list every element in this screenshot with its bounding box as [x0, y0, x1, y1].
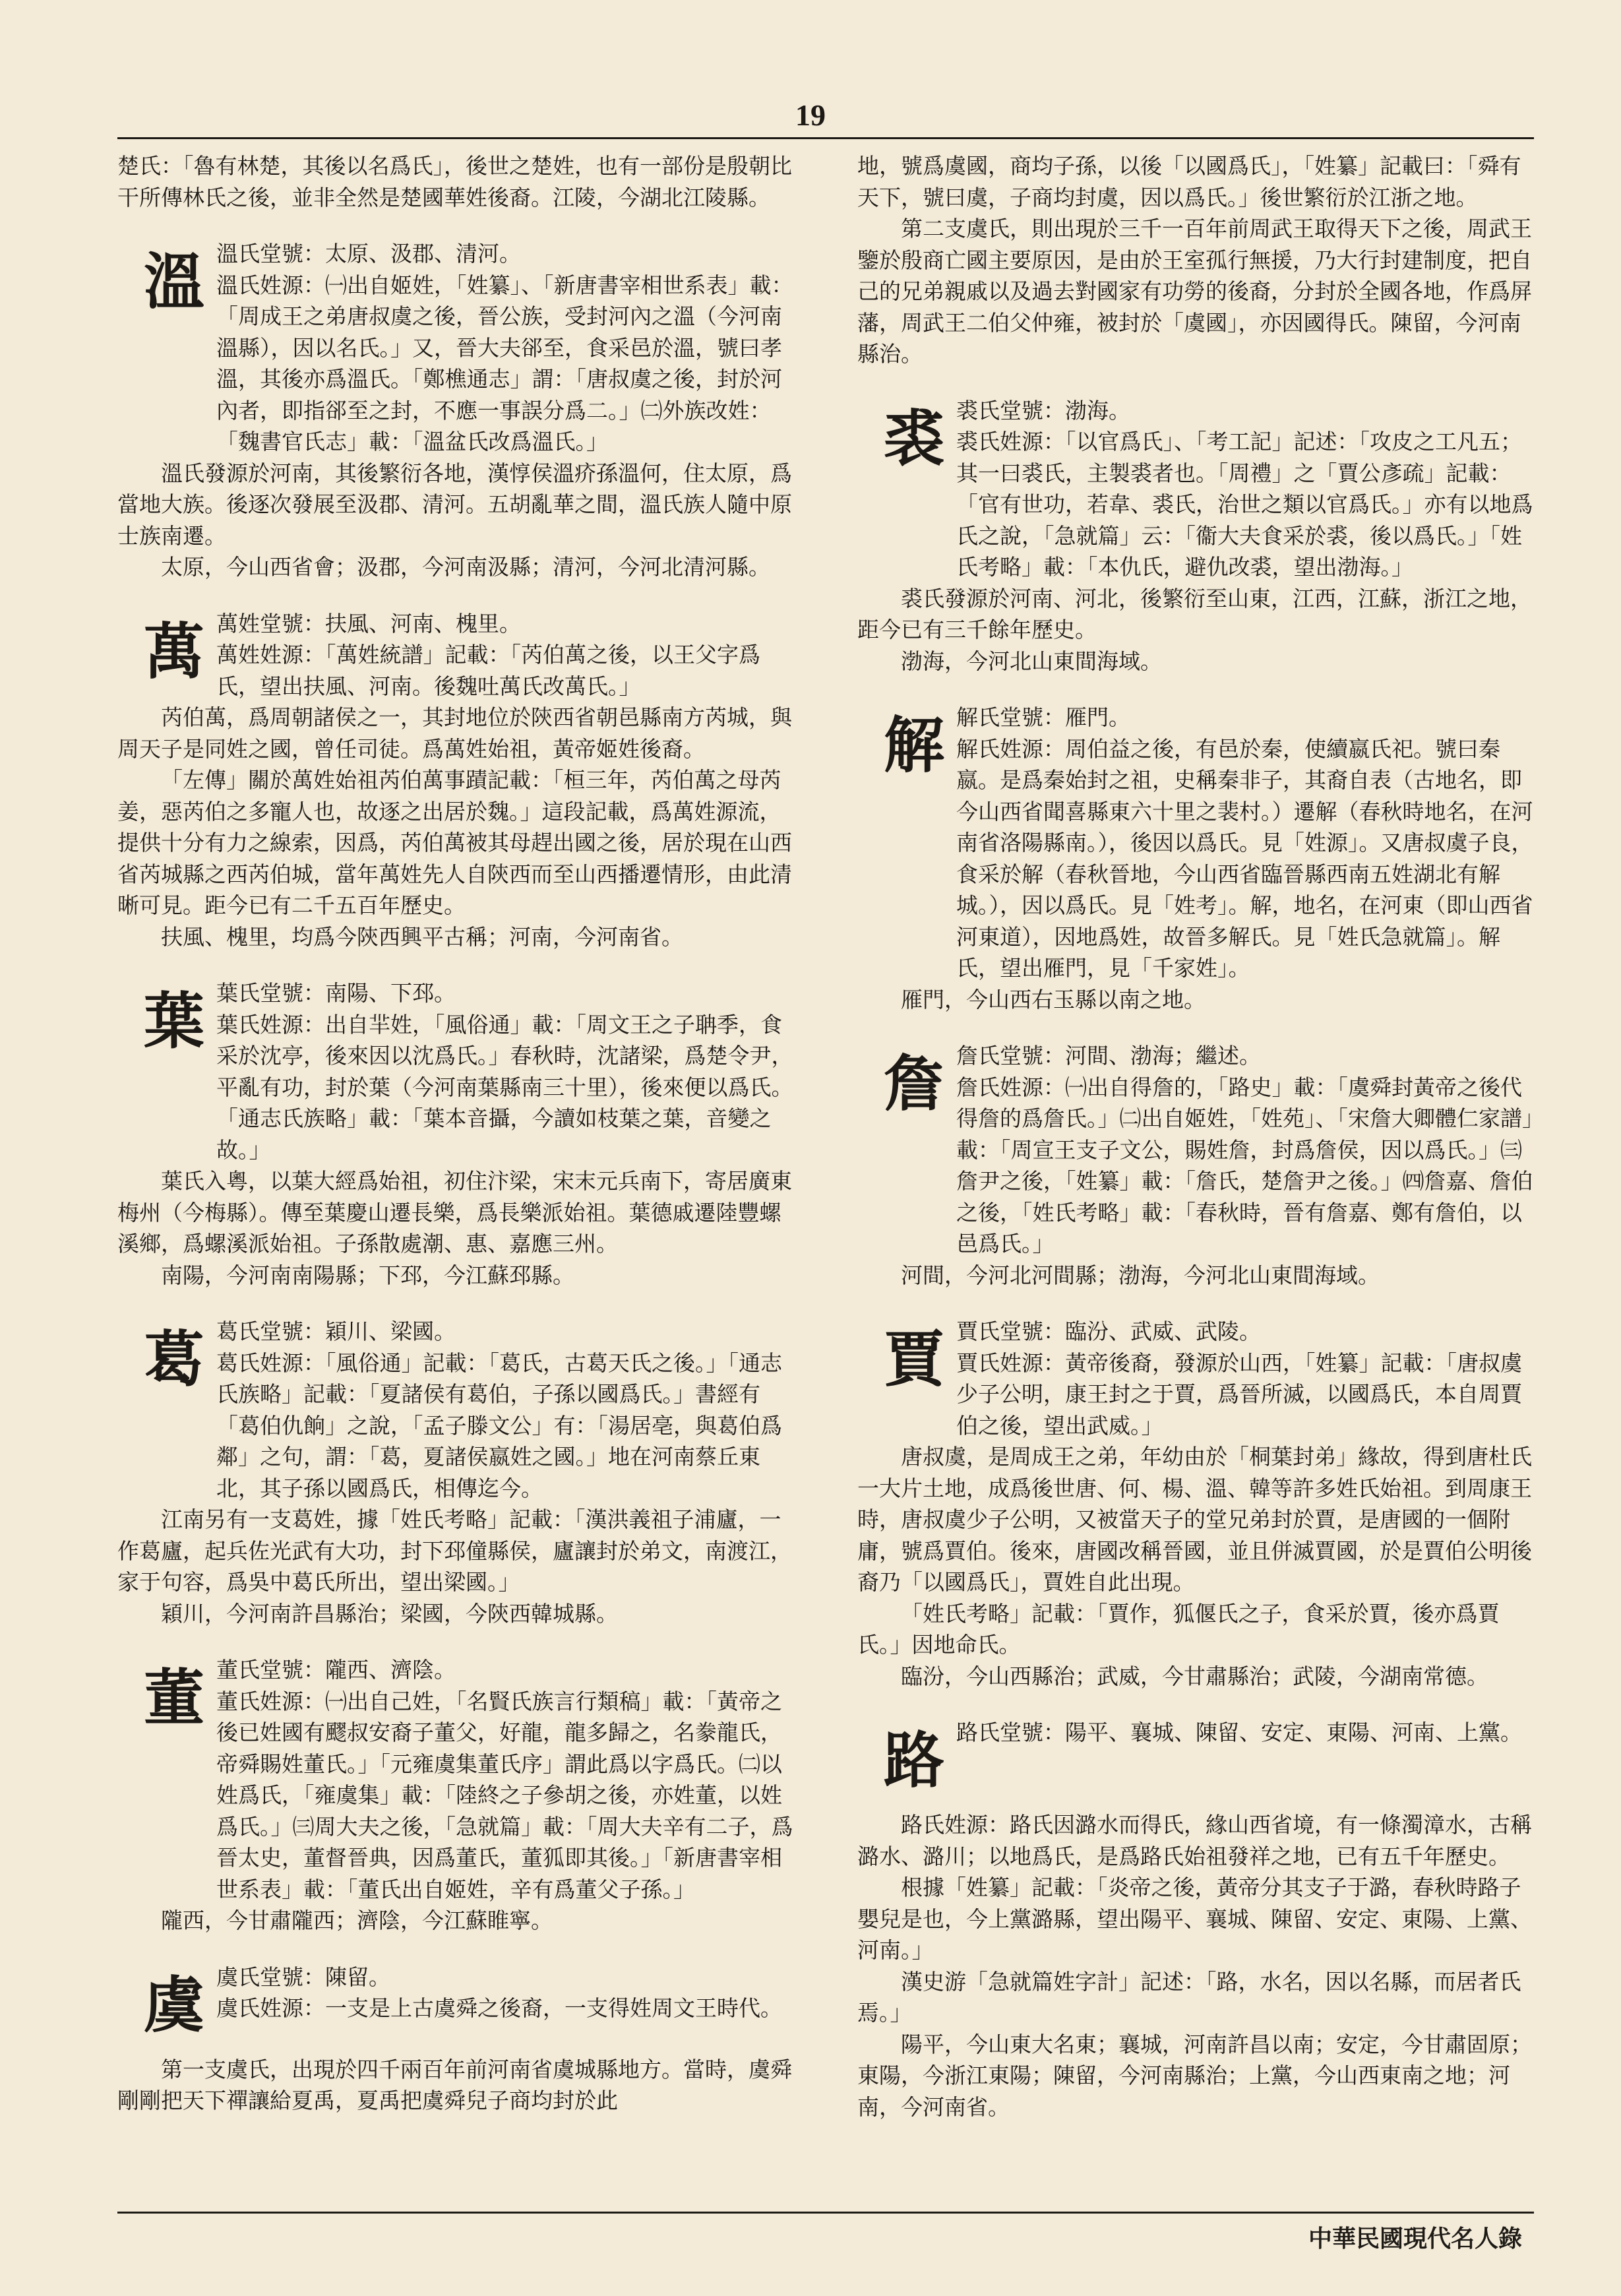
entry-head — [117, 1316, 797, 1504]
hall-name: 董氏堂號：隴西、濟陰。 — [216, 1657, 456, 1683]
surname-heading: 萬 — [144, 615, 205, 687]
surname-heading: 賈 — [884, 1324, 945, 1395]
hall-name: 葛氏堂號：穎川、梁國。 — [216, 1319, 456, 1344]
surname-heading: 解 — [884, 710, 945, 781]
entry-paragraph: 唐叔虞，是周成王之弟，年幼由於「桐葉封弟」緣故，得到唐杜氏一大片土地，成爲後世唐、何、楊、溫、韓等許多姓氏始祖。到周康王時，唐叔虞少子公明，又被當天子的堂兄弟封於賈，是唐國的一個附庸，號爲賈伯。後來，唐國改稱晉國，並且併滅賈國，於是賈伯公明後裔乃「以國爲氏」，賈姓自此出現。 — [857, 1444, 1532, 1595]
entry-wen — [117, 238, 797, 583]
left-column — [117, 150, 797, 2202]
entry-head — [117, 1654, 797, 1905]
surname-origin: 解氏姓源：周伯益之後，有邑於秦，使續嬴氏祀。號曰秦嬴。是爲秦始封之祖，史稱秦非子，其裔自表（古地名，即今山西省聞喜縣東六十里之裴村。）遷解（春秋時地名，在河南省洛陽縣南。），後因以爲氏。見「姓源」。又唐叔虞子良，食采於解（春秋晉地，今山西省臨晉縣西南五姓湖北有解城。），因以爲氏。見「姓考」。解，地名，在河東（即山西省河東道），因地爲姓，故晉多解氏。見「姓氏急就篇」。解氏，望出雁門，見「千家姓」。 — [956, 735, 1533, 981]
entry-xie — [857, 702, 1537, 1015]
surname-heading: 裘 — [884, 402, 945, 474]
entry-jia — [857, 1316, 1537, 1692]
entry-yu — [117, 1962, 797, 2117]
entry-head — [857, 1040, 1537, 1260]
entry-head — [857, 1717, 1537, 1809]
surname-origin: 虞氏姓源：一支是上古虞舜之後裔，一支得姓周文王時代。 — [216, 1995, 782, 2021]
hall-name: 虞氏堂號：陳留。 — [216, 1964, 390, 1990]
entry-paragraph: 臨汾，今山西縣治；武威，今甘肅縣治；武陵，今湖南常德。 — [901, 1663, 1488, 1689]
entry-paragraph: 雁門，今山西右玉縣以南之地。 — [901, 986, 1206, 1012]
entry-ye — [117, 977, 797, 1291]
entry-paragraph: 穎川，今河南許昌縣治；梁國，今陝西韓城縣。 — [161, 1600, 618, 1627]
entry-paragraph: 渤海，今河北山東間海域。 — [901, 648, 1162, 674]
entry-paragraph: 第一支虞氏，出現於四千兩百年前河南省虞城縣地方。當時，虞舜剛剛把天下禪讓給夏禹，夏禹把虞舜兒子商均封於此 — [117, 2056, 792, 2113]
entry-head — [857, 1316, 1537, 1441]
hall-name: 溫氏堂號：太原、汲郡、清河。 — [216, 241, 521, 266]
entry-paragraph: 陽平，今山東大名東；襄城，河南許昌以南；安定，今甘肅固原；東陽，今浙江東陽；陳留，今河南縣治；上黨，今山西東南之地；河南，今河南省。 — [857, 2031, 1532, 2120]
entry-paragraph: 漢史游「急就篇姓字計」記述：「路，水名，因以名縣，而居者氏焉。」 — [857, 1968, 1521, 2026]
right-column — [857, 150, 1537, 2202]
entry-paragraph: 路氏姓源：路氏因潞水而得氏，緣山西省境，有一條濁漳水，古稱潞水、潞川；以地爲氏，是爲路氏始祖發祥之地，已有五千年歷史。 — [857, 1812, 1532, 1869]
entry-head — [117, 1962, 797, 2054]
surname-origin: 葛氏姓源：「風俗通」記載：「葛氏，古葛天氏之後。」「通志氏族略」記載：「夏諸侯有葛伯，子孫以國爲氏。」書經有「葛伯仇餉」之說，「孟子滕文公」有：「湯居亳，與葛伯爲鄰」之句，謂：「葛，夏諸侯嬴姓之國。」地在河南蔡丘東北，其子孫以國爲氏，相傳迄今。 — [216, 1350, 782, 1501]
surname-heading: 葉 — [144, 985, 205, 1057]
entry-qiu — [857, 395, 1537, 677]
surname-heading: 董 — [144, 1662, 205, 1733]
entry-paragraph: 隴西，今甘肅隴西；濟陰，今江蘇睢寧。 — [161, 1908, 553, 1933]
entry-head — [117, 977, 797, 1165]
entry-paragraph: 裘氏發源於河南、河北，後繁衍至山東，江西，江蘇，浙江之地，距今已有三千餘年歷史。 — [857, 585, 1532, 642]
surname-origin: 詹氏姓源：㈠出自得詹的，「路史」載：「虞舜封黃帝之後代得詹的爲詹氏。」㈡出自姬姓，「姓苑」、「宋詹大卿體仁家譜」載：「周宣王支子文公，賜姓詹，封爲詹侯，因以爲氏。」㈢詹尹之後，「姓纂」載：「詹氏，楚詹尹之後。」㈣詹嘉、詹伯之後，「姓氏考略」載：「春秋時，晉有詹嘉、鄭有詹伯，以邑爲氏。」 — [956, 1074, 1533, 1257]
entry-ge — [117, 1316, 797, 1629]
surname-heading: 葛 — [144, 1324, 205, 1395]
hall-name: 解氏堂號：雁門。 — [956, 704, 1130, 730]
continuation-text: 地，號爲虞國，商均子孫，以後「以國爲氏」，「姓纂」記載曰：「舜有天下，號曰虞，子商均封虞，因以爲氏。」後世繁衍於江浙之地。 — [857, 153, 1521, 210]
entry-head — [117, 238, 797, 458]
hall-name: 詹氏堂號：河間、渤海；繼述。 — [956, 1043, 1261, 1069]
footer-rule — [117, 2212, 1534, 2214]
hall-name: 路氏堂號：陽平、襄城、陳留、安定、東陽、河南、上黨。 — [956, 1720, 1522, 1745]
surname-origin: 裘氏姓源：「以官爲氏」、「考工記」記述：「攻皮之工凡五；其一曰裘氏，主製裘者也。「周禮」之「賈公彥疏」記載：「官有世功，若韋、裘氏，治世之類以官爲氏。」亦有以地爲氏之說，「急就篇」云：「衞大夫食采於裘，後以爲氏。」「姓氏考略」載：「本仇氏，避仇改裘，望出渤海。」 — [956, 429, 1533, 580]
continuation-text: 楚氏：「魯有林楚，其後以名爲氏」，後世之楚姓，也有一部份是殷朝比干所傳林氏之後，並非全然是楚國華姓後裔。江陵，今湖北江陵縣。 — [117, 153, 792, 210]
surname-heading: 溫 — [144, 246, 205, 317]
entry-lu — [857, 1717, 1537, 2123]
header-rule — [117, 137, 1534, 139]
entry-paragraph: 河間，今河北河間縣；渤海，今河北山東間海域。 — [901, 1262, 1380, 1288]
continuation-text: 第二支虞氏，則出現於三千一百年前周武王取得天下之後，周武王鑒於殷商亡國主要原因，是由於王室孤行無援，乃大行封建制度，把自己的兄弟親戚以及過去對國家有功勞的後裔，分封於全國各地，作爲屏藩，周武王二伯父仲雍，被封於「虞國」，亦因國得氏。陳留，今河南縣治。 — [857, 216, 1532, 367]
hall-name: 賈氏堂號：臨汾、武威、武陵。 — [956, 1319, 1261, 1344]
entry-paragraph: 太原，今山西省會；汲郡，今河南汲縣；清河，今河北清河縣。 — [161, 554, 770, 580]
entry-head — [117, 608, 797, 702]
entry-paragraph: 扶風、槐里，均爲今陝西興平古稱；河南，今河南省。 — [161, 923, 683, 950]
entry-paragraph: 根據「姓纂」記載：「炎帝之後，黃帝分其支子于潞，春秋時路子嬰兒是也，今上黨潞縣，望出陽平、襄城、陳留、安定、東陽、上黨、河南。」 — [857, 1875, 1532, 1963]
entry-paragraph: 「左傳」關於萬姓始祖芮伯萬事蹟記載：「桓三年，芮伯萬之母芮姜，惡芮伯之多寵人也，故逐之出居於魏。」這段記載，爲萬姓源流，提供十分有力之線索，因爲，芮伯萬被其母趕出國之後，居於現在山西省芮城縣之西芮伯城，當年萬姓先人自陝西而至山西播遷情形，由此清晰可見。距今已有二千五百年歷史。 — [117, 767, 792, 918]
surname-heading: 詹 — [884, 1048, 945, 1119]
surname-origin: 董氏姓源：㈠出自己姓，「名賢氏族言行類稿」載：「黃帝之後已姓國有飂叔安裔子董父，好龍，龍多歸之，名豢龍氏，帝舜賜姓董氏。」「元雍虞集董氏序」謂此爲以字爲氏。㈡以姓爲氏，「雍虞集」載：「陸終之子參胡之後，亦姓董，以姓爲氏。」㈢周大夫之後，「急就篇」載：「周大夫辛有二子，爲晉太史，董督晉典，因爲董氏，董狐即其後。」「新唐書宰相世系表」載：「董氏出自姬姓，辛有爲董父子孫。」 — [216, 1688, 793, 1902]
hall-name: 葉氏堂號：南陽、下邳。 — [216, 980, 456, 1006]
surname-heading: 路 — [884, 1725, 945, 1796]
footer-book-title: 中華民國現代名人錄 — [1308, 2225, 1522, 2252]
entry-paragraph: 葉氏入粵，以葉大經爲始祖，初住汴梁，宋末元兵南下，寄居廣東梅州（今梅縣）。傳至葉慶山遷長樂，爲長樂派始祖。葉德戚遷陸豐螺溪鄉，爲螺溪派始祖。子孫散處潮、惠、嘉應三州。 — [117, 1168, 792, 1257]
surname-origin: 葉氏姓源：出自羋姓，「風俗通」載：「周文王之子聃季，食采於沈亭，後來因以沈爲氏。」春秋時，沈諸梁，爲楚令尹，平亂有功，封於葉（今河南葉縣南三十里），後來便以爲氏。「通志氏族略」載：「葉本音攝，今讀如枝葉之葉，音變之故。」 — [216, 1011, 793, 1163]
page-number: 19 — [795, 98, 826, 132]
entry-wan — [117, 608, 797, 953]
surname-origin: 賈氏姓源：黃帝後裔，發源於山西，「姓纂」記載：「唐叔虞少子公明，康王封之于賈，爲晉所滅，以國爲氏，本自周賈伯之後，望出武威。」 — [956, 1350, 1522, 1439]
surname-heading: 虞 — [144, 1969, 205, 2041]
surname-origin: 萬姓姓源：「萬姓統譜」記載：「芮伯萬之後，以王父字爲氏，望出扶風、河南。後魏吐萬氏改萬氏。」 — [216, 642, 760, 699]
entry-paragraph: 芮伯萬，爲周朝諸侯之一，其封地位於陝西省朝邑縣南方芮城，與周天子是同姓之國，曾任司徒。爲萬姓始祖，黃帝姬姓後裔。 — [117, 704, 792, 762]
entry-paragraph: 「姓氏考略」記載：「賈作，狐偃氏之子，食采於賈，後亦爲賈氏。」因地命氏。 — [857, 1600, 1500, 1658]
hall-name: 裘氏堂號：渤海。 — [956, 397, 1130, 423]
entry-paragraph: 南陽，今河南南陽縣；下邳，今江蘇邳縣。 — [161, 1262, 574, 1288]
entry-dong — [117, 1654, 797, 1937]
entry-head — [857, 395, 1537, 583]
entry-head — [857, 702, 1537, 984]
surname-origin: 溫氏姓源：㈠出自姬姓，「姓纂」、「新唐書宰相世系表」載：「周成王之弟唐叔虞之後，晉公族，受封河內之溫（今河南溫縣），因以名氏。」又，晉大夫郤至，食采邑於溫，號曰孝溫，其後亦爲溫氏。「鄭樵通志」謂：「唐叔虞之後，封於河內者，即指郤至之封，不應一事誤分爲二。」㈡外族改姓：「魏書官氏志」載：「溫盆氏改爲溫氏。」 — [216, 272, 793, 454]
entry-paragraph: 溫氏發源於河南，其後繁衍各地，漢惇侯溫疥孫溫何，住太原，爲當地大族。後逐次發展至汲郡、清河。五胡亂華之間，溫氏族人隨中原士族南遷。 — [117, 460, 792, 549]
entry-paragraph: 江南另有一支葛姓，據「姓氏考略」記載：「漢洪義祖子浦廬，一作葛廬，起兵佐光武有大功，封下邳僮縣侯，廬讓封於弟文，南渡江，家于句容，爲吳中葛氏所出，望出梁國。」 — [117, 1506, 792, 1595]
entry-zhan — [857, 1040, 1537, 1291]
hall-name: 萬姓堂號：扶風、河南、槐里。 — [216, 610, 521, 636]
